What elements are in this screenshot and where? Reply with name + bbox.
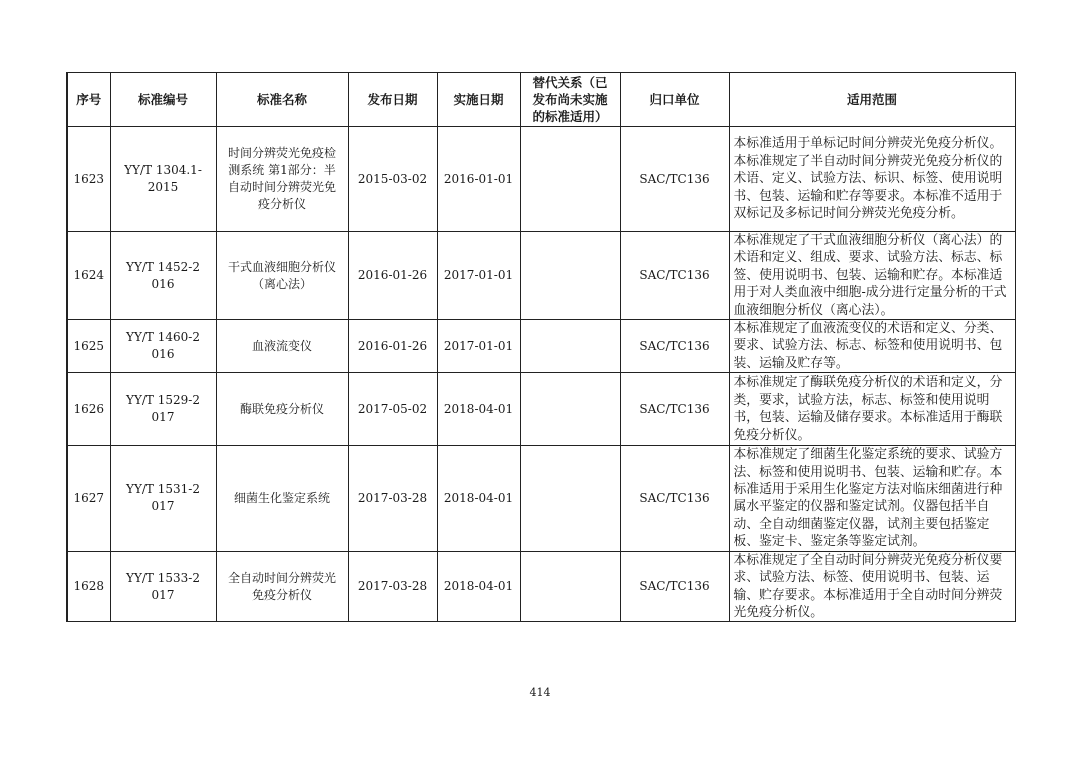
cell-standard-number: YY/T 1452-2016 xyxy=(110,232,216,320)
cell-replacement xyxy=(520,446,620,551)
header-standard-name: 标准名称 xyxy=(216,73,348,127)
standards-table xyxy=(66,72,1016,622)
cell-scope: 本标准规定了细菌生化鉴定系统的要求、试验方法、标签和使用说明书、包装、运输和贮存。本标准适用于采用生化鉴定方法对临床细菌进行种属水平鉴定的仪器和鉴定试剂。仪器包括半自动、全自动细菌鉴定仪器，试剂主要包括鉴定板、鉴定卡、鉴定条等鉴定试剂。 xyxy=(729,446,1015,551)
header-replacement: 替代关系（已发布尚未实施的标准适用） xyxy=(520,73,620,127)
cell-standard-number: YY/T 1529-2017 xyxy=(110,373,216,446)
cell-publish-date: 2015-03-02 xyxy=(348,127,437,232)
cell-publish-date: 2017-03-28 xyxy=(348,446,437,551)
cell-standard-name: 血液流变仪 xyxy=(216,320,348,373)
cell-authority: SAC/TC136 xyxy=(620,373,729,446)
cell-authority: SAC/TC136 xyxy=(620,320,729,373)
cell-implement-date: 2016-01-01 xyxy=(437,127,520,232)
cell-standard-name: 细菌生化鉴定系统 xyxy=(216,446,348,551)
cell-standard-name: 时间分辨荧光免疫检测系统 第1部分：半自动时间分辨荧光免疫分析仪 xyxy=(216,127,348,232)
table-header-row xyxy=(67,73,1015,127)
table-row xyxy=(67,551,1015,622)
cell-publish-date: 2017-05-02 xyxy=(348,373,437,446)
cell-replacement xyxy=(520,551,620,622)
header-authority: 归口单位 xyxy=(620,73,729,127)
table-row xyxy=(67,127,1015,232)
cell-standard-name: 全自动时间分辨荧光免疫分析仪 xyxy=(216,551,348,622)
cell-standard-number: YY/T 1531-2017 xyxy=(110,446,216,551)
cell-standard-number: YY/T 1533-2017 xyxy=(110,551,216,622)
cell-implement-date: 2017-01-01 xyxy=(437,320,520,373)
cell-scope: 本标准规定了干式血液细胞分析仪（离心法）的术语和定义、组成、要求、试验方法、标志、标签、使用说明书、包装、运输和贮存。本标准适用于对人类血液中细胞-成分进行定量分析的干式血液细胞分析仪（离心法）。 xyxy=(729,232,1015,320)
cell-standard-number: YY/T 1460-2016 xyxy=(110,320,216,373)
cell-scope: 本标准规定了全自动时间分辨荧光免疫分析仪要求、试验方法、标签、使用说明书、包装、运输、贮存要求。本标准适用于全自动时间分辨荧光免疫分析仪。 xyxy=(729,551,1015,622)
cell-replacement xyxy=(520,127,620,232)
header-implement-date: 实施日期 xyxy=(437,73,520,127)
header-scope: 适用范围 xyxy=(729,73,1015,127)
cell-authority: SAC/TC136 xyxy=(620,446,729,551)
cell-seq: 1626 xyxy=(67,373,110,446)
cell-seq: 1625 xyxy=(67,320,110,373)
cell-replacement xyxy=(520,373,620,446)
table-row xyxy=(67,320,1015,373)
cell-implement-date: 2017-01-01 xyxy=(437,232,520,320)
cell-replacement xyxy=(520,232,620,320)
cell-standard-name: 干式血液细胞分析仪（离心法） xyxy=(216,232,348,320)
cell-implement-date: 2018-04-01 xyxy=(437,446,520,551)
cell-seq: 1623 xyxy=(67,127,110,232)
cell-publish-date: 2017-03-28 xyxy=(348,551,437,622)
cell-replacement xyxy=(520,320,620,373)
cell-seq: 1628 xyxy=(67,551,110,622)
cell-standard-name: 酶联免疫分析仪 xyxy=(216,373,348,446)
table-row xyxy=(67,373,1015,446)
cell-publish-date: 2016-01-26 xyxy=(348,232,437,320)
cell-scope: 本标准规定了酶联免疫分析仪的术语和定义，分类，要求，试验方法，标志、标签和使用说明书，包装、运输及储存要求。本标准适用于酶联免疫分析仪。 xyxy=(729,373,1015,446)
cell-seq: 1624 xyxy=(67,232,110,320)
cell-publish-date: 2016-01-26 xyxy=(348,320,437,373)
cell-authority: SAC/TC136 xyxy=(620,551,729,622)
page-number: 414 xyxy=(529,686,551,699)
header-publish-date: 发布日期 xyxy=(348,73,437,127)
table-row xyxy=(67,232,1015,320)
cell-implement-date: 2018-04-01 xyxy=(437,373,520,446)
header-standard-number: 标准编号 xyxy=(110,73,216,127)
table-row xyxy=(67,446,1015,551)
cell-authority: SAC/TC136 xyxy=(620,232,729,320)
cell-scope: 本标准适用于单标记时间分辨荧光免疫分析仪。本标准规定了半自动时间分辨荧光免疫分析仪的术语、定义、试验方法、标识、标签、使用说明书、包装、运输和贮存等要求。本标准不适用于双标记及多标记时间分辨荧光免疫分析。 xyxy=(729,127,1015,232)
cell-implement-date: 2018-04-01 xyxy=(437,551,520,622)
cell-standard-number: YY/T 1304.1-2015 xyxy=(110,127,216,232)
header-seq: 序号 xyxy=(67,73,110,127)
cell-seq: 1627 xyxy=(67,446,110,551)
cell-scope: 本标准规定了血液流变仪的术语和定义、分类、要求、试验方法、标志、标签和使用说明书、包装、运输及贮存等。 xyxy=(729,320,1015,373)
cell-authority: SAC/TC136 xyxy=(620,127,729,232)
